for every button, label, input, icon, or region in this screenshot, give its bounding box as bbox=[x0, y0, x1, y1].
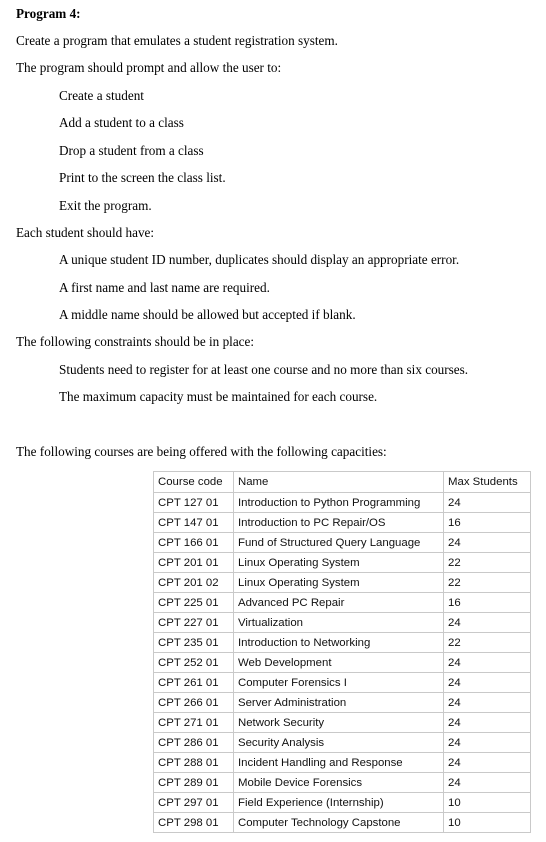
course-name-cell: Web Development bbox=[234, 653, 444, 673]
course-code-cell: CPT 261 01 bbox=[154, 673, 234, 693]
course-name-cell: Advanced PC Repair bbox=[234, 593, 444, 613]
course-name-cell: Introduction to Python Programming bbox=[234, 493, 444, 513]
constraints-intro-text: The following constraints should be in place: bbox=[16, 334, 255, 349]
student-req-middle-name: A middle name should be allowed but accepted if blank. bbox=[59, 307, 356, 322]
table-row bbox=[154, 513, 531, 533]
max-students-cell: 24 bbox=[444, 673, 531, 693]
student-req-names: A first name and last name are required. bbox=[59, 280, 270, 295]
course-code-cell: CPT 252 01 bbox=[154, 653, 234, 673]
course-code-cell: CPT 225 01 bbox=[154, 593, 234, 613]
intro-text: Create a program that emulates a student registration system. bbox=[16, 33, 338, 48]
page-title: Program 4: bbox=[16, 6, 81, 21]
table-row bbox=[154, 753, 531, 773]
max-students-cell: 10 bbox=[444, 793, 531, 813]
course-name-cell: Fund of Structured Query Language bbox=[234, 533, 444, 553]
max-students-cell: 10 bbox=[444, 813, 531, 833]
header-course-code: Course code bbox=[154, 472, 234, 493]
course-table-container bbox=[153, 471, 531, 833]
table-row bbox=[154, 793, 531, 813]
max-students-cell: 16 bbox=[444, 513, 531, 533]
table-header-row bbox=[154, 472, 531, 493]
table-row bbox=[154, 593, 531, 613]
course-code-cell: CPT 289 01 bbox=[154, 773, 234, 793]
table-row bbox=[154, 633, 531, 653]
max-students-cell: 22 bbox=[444, 553, 531, 573]
table-row bbox=[154, 773, 531, 793]
course-code-cell: CPT 286 01 bbox=[154, 733, 234, 753]
course-name-cell: Server Administration bbox=[234, 693, 444, 713]
constraint-max-capacity: The maximum capacity must be maintained for each course. bbox=[59, 389, 378, 404]
table-row bbox=[154, 533, 531, 553]
max-students-cell: 16 bbox=[444, 593, 531, 613]
menu-item-add-student: Add a student to a class bbox=[59, 115, 184, 130]
course-code-cell: CPT 266 01 bbox=[154, 693, 234, 713]
course-code-cell: CPT 235 01 bbox=[154, 633, 234, 653]
course-code-cell: CPT 271 01 bbox=[154, 713, 234, 733]
header-name: Name bbox=[234, 472, 444, 493]
course-code-cell: CPT 288 01 bbox=[154, 753, 234, 773]
menu-item-create-student: Create a student bbox=[59, 88, 144, 103]
course-code-cell: CPT 201 02 bbox=[154, 573, 234, 593]
course-name-cell: Security Analysis bbox=[234, 733, 444, 753]
course-name-cell: Introduction to Networking bbox=[234, 633, 444, 653]
max-students-cell: 24 bbox=[444, 733, 531, 753]
course-name-cell: Field Experience (Internship) bbox=[234, 793, 444, 813]
course-name-cell: Introduction to PC Repair/OS bbox=[234, 513, 444, 533]
max-students-cell: 22 bbox=[444, 633, 531, 653]
student-intro-text: Each student should have: bbox=[16, 225, 155, 240]
course-code-cell: CPT 147 01 bbox=[154, 513, 234, 533]
course-name-cell: Linux Operating System bbox=[234, 553, 444, 573]
course-name-cell: Linux Operating System bbox=[234, 573, 444, 593]
table-row bbox=[154, 573, 531, 593]
max-students-cell: 24 bbox=[444, 493, 531, 513]
prompt-intro-text: The program should prompt and allow the user to: bbox=[16, 60, 282, 75]
course-name-cell: Network Security bbox=[234, 713, 444, 733]
course-name-cell: Computer Forensics I bbox=[234, 673, 444, 693]
max-students-cell: 24 bbox=[444, 613, 531, 633]
course-name-cell: Computer Technology Capstone bbox=[234, 813, 444, 833]
table-row bbox=[154, 693, 531, 713]
constraint-course-count: Students need to register for at least one course and no more than six courses. bbox=[59, 362, 469, 377]
course-code-cell: CPT 298 01 bbox=[154, 813, 234, 833]
max-students-cell: 22 bbox=[444, 573, 531, 593]
course-table-body bbox=[154, 493, 531, 833]
course-name-cell: Virtualization bbox=[234, 613, 444, 633]
course-code-cell: CPT 227 01 bbox=[154, 613, 234, 633]
table-row bbox=[154, 713, 531, 733]
table-row bbox=[154, 653, 531, 673]
course-code-cell: CPT 166 01 bbox=[154, 533, 234, 553]
course-code-cell: CPT 297 01 bbox=[154, 793, 234, 813]
course-name-cell: Incident Handling and Response bbox=[234, 753, 444, 773]
table-row bbox=[154, 813, 531, 833]
max-students-cell: 24 bbox=[444, 653, 531, 673]
table-row bbox=[154, 733, 531, 753]
courses-intro-text: The following courses are being offered with the following capacities: bbox=[16, 444, 387, 459]
course-code-cell: CPT 201 01 bbox=[154, 553, 234, 573]
table-row bbox=[154, 673, 531, 693]
max-students-cell: 24 bbox=[444, 773, 531, 793]
max-students-cell: 24 bbox=[444, 693, 531, 713]
course-table bbox=[153, 471, 531, 833]
header-max-students: Max Students bbox=[444, 472, 531, 493]
table-row bbox=[154, 613, 531, 633]
menu-item-exit: Exit the program. bbox=[59, 198, 152, 213]
course-name-cell: Mobile Device Forensics bbox=[234, 773, 444, 793]
student-req-unique-id: A unique student ID number, duplicates should display an appropriate error. bbox=[59, 252, 460, 267]
table-row bbox=[154, 553, 531, 573]
max-students-cell: 24 bbox=[444, 713, 531, 733]
menu-item-drop-student: Drop a student from a class bbox=[59, 143, 204, 158]
menu-item-print-class-list: Print to the screen the class list. bbox=[59, 170, 226, 185]
course-code-cell: CPT 127 01 bbox=[154, 493, 234, 513]
table-row bbox=[154, 493, 531, 513]
max-students-cell: 24 bbox=[444, 753, 531, 773]
max-students-cell: 24 bbox=[444, 533, 531, 553]
